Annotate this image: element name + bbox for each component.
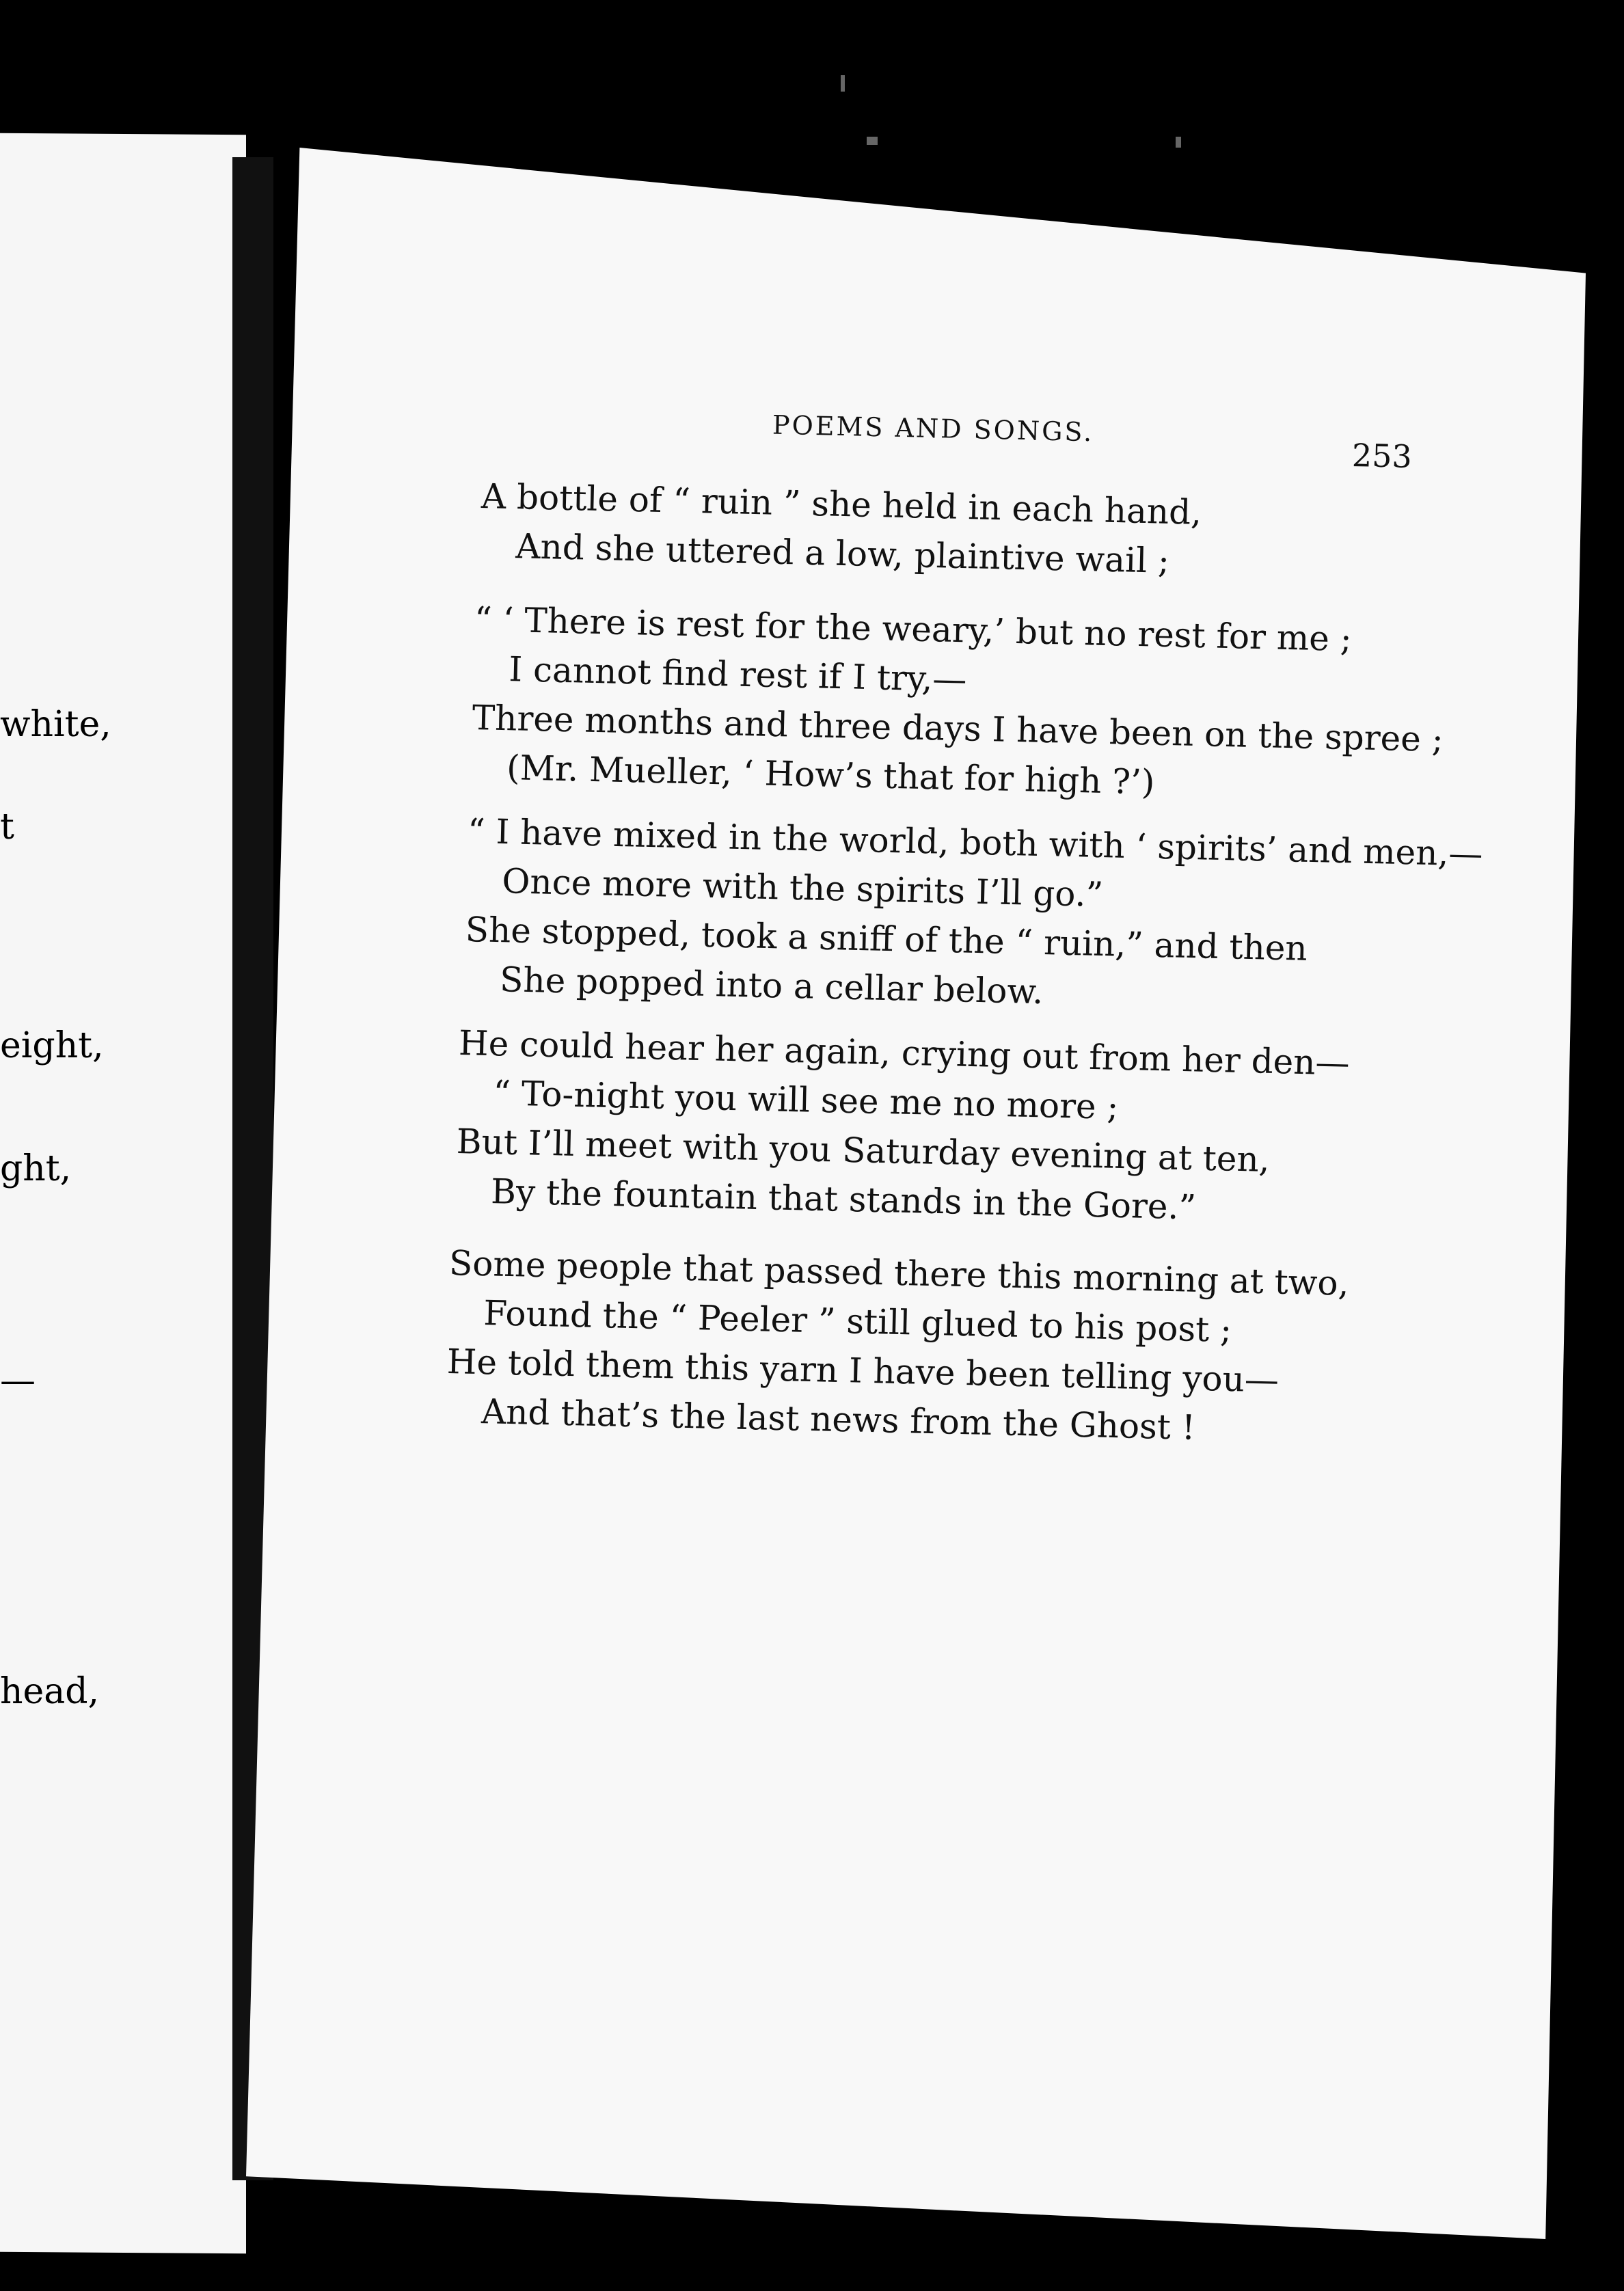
stanza <box>445 1238 1349 1456</box>
verse-line: “ ‘ There is rest for the weary,’ but no rest for me ; <box>474 599 1353 660</box>
verse-line: Some people that passed there this morning at two, <box>448 1243 1350 1303</box>
verse-line: A bottle of “ ruin ” she held in each hand, <box>481 476 1202 532</box>
verse-line: He could hear her again, crying out from her den— <box>458 1022 1351 1083</box>
verse-line: By the fountain that stands in the Gore.” <box>490 1171 1197 1228</box>
scan-speck <box>867 137 878 145</box>
verse-line: And that’s the last news from the Ghost ! <box>481 1392 1196 1448</box>
verse-line: I cannot find rest if I try,— <box>508 649 968 700</box>
running-header: POEMS AND SONGS. <box>772 409 1094 448</box>
verse-line: He told them this yarn I have been telling you— <box>446 1341 1280 1400</box>
stanza <box>455 1018 1350 1236</box>
left-page-fragment: ght, <box>0 1148 72 1189</box>
stanza <box>470 595 1446 813</box>
verse-line: She stopped, took a sniff of the “ ruin,” and then <box>465 909 1308 968</box>
left-page-fragment: — <box>0 1360 36 1401</box>
stanza <box>480 472 1202 586</box>
left-page <box>0 133 246 2254</box>
left-page-fragment: eight, <box>0 1025 104 1066</box>
scan-speck <box>841 75 845 92</box>
left-page-fragment: t <box>0 806 14 848</box>
verse-line: And she uttered a low, plaintive wail ; <box>515 526 1170 581</box>
stanza <box>463 806 1483 1027</box>
verse-line: She popped into a cellar below. <box>499 960 1044 1012</box>
page-number: 253 <box>1351 437 1413 475</box>
scan-speck <box>1176 137 1181 148</box>
left-page-fragment: white, <box>0 704 111 745</box>
verse-line: (Mr. Mueller, ‘ How’s that for high ?’) <box>506 748 1156 802</box>
left-page-fragment: head, <box>0 1671 100 1712</box>
verse-line: “ To-night you will see me no more ; <box>492 1073 1119 1127</box>
verse-line: But I’ll meet with you Saturday evening at ten, <box>456 1121 1271 1180</box>
verse-line: Once more with the spirits I’ll go.” <box>501 861 1104 915</box>
verse-line: Three months and three days I have been on the spree ; <box>472 697 1444 760</box>
verse-line: “ I have mixed in the world, both with ‘ spirits’ and men,— <box>467 811 1484 874</box>
verse-line: Found the “ Peeler ” still glued to his post ; <box>483 1293 1232 1350</box>
